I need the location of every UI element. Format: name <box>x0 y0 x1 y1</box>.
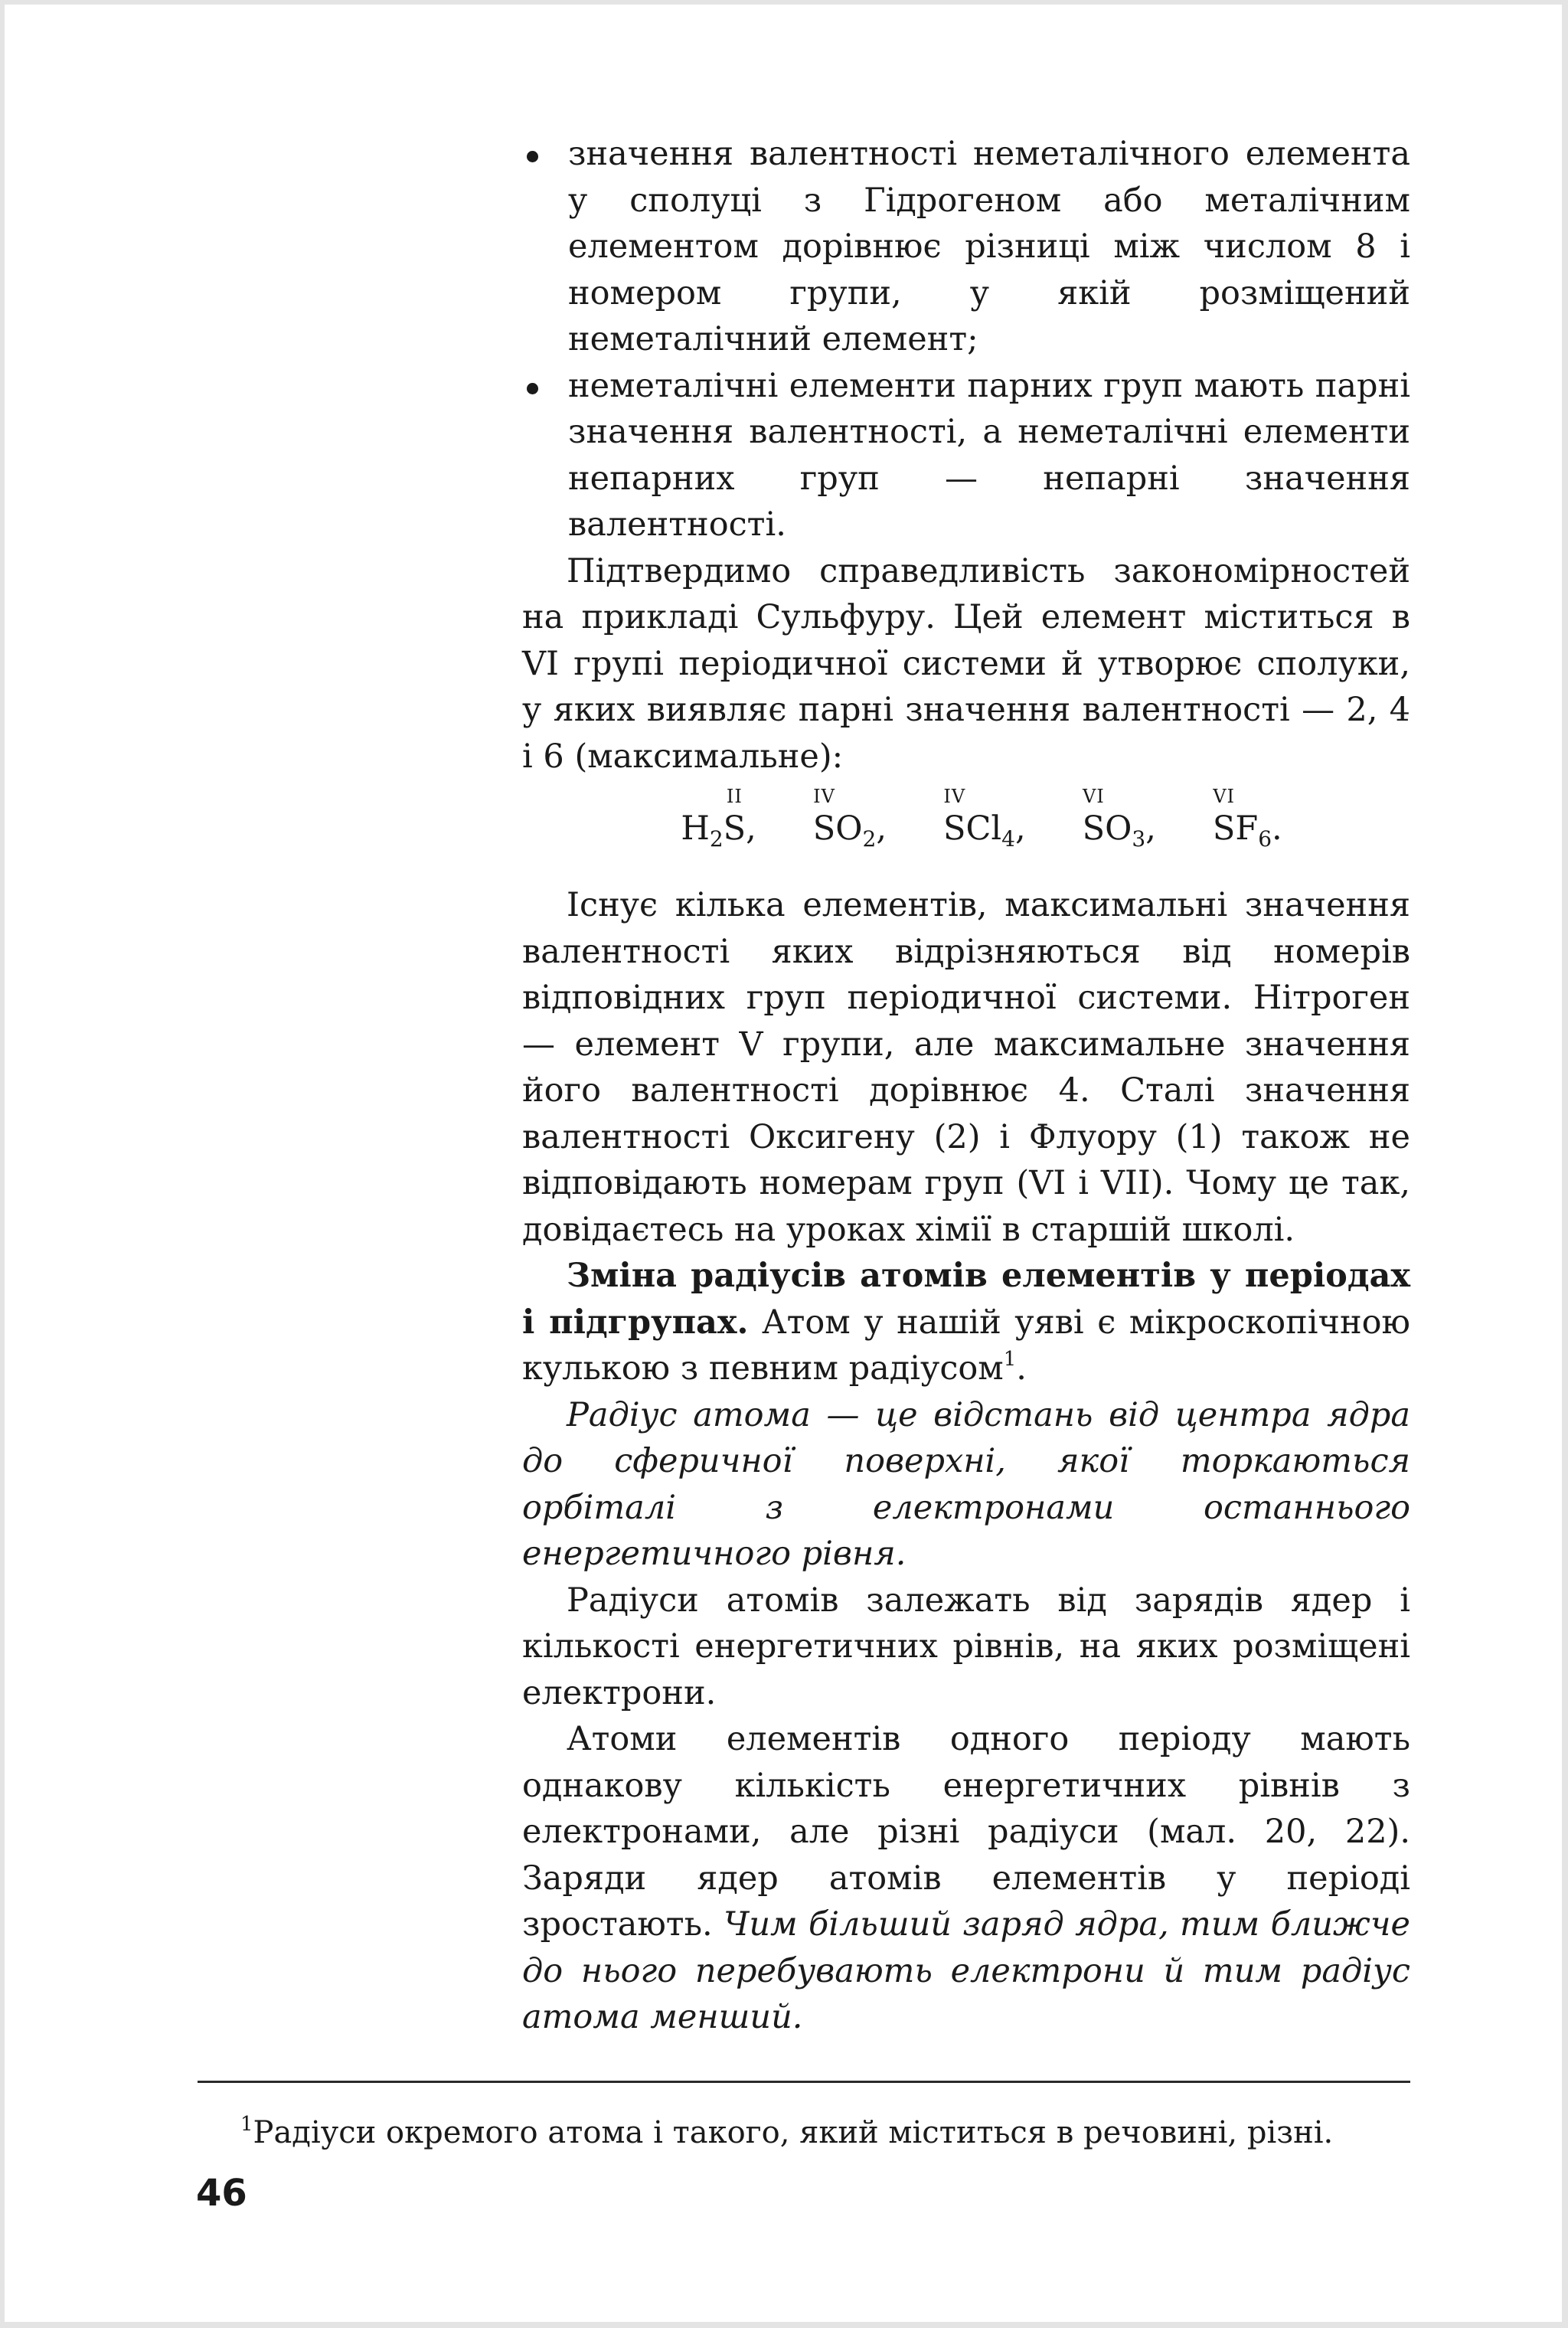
bullet-icon <box>527 151 538 162</box>
book-page <box>5 5 1562 2322</box>
valence-label: VI <box>1213 786 1236 807</box>
footnote <box>240 2103 1435 2154</box>
formula-so3: VI $SO_3$, <box>1082 786 1156 852</box>
formula-so2: IV $SO_2$, <box>812 786 887 852</box>
formula-h2s: $H_2$ II S, <box>681 786 756 852</box>
formula-sf6: VI $SF_6$. <box>1212 786 1282 852</box>
list-item-text: неметалічні елементи парних груп мають парні значення валентності, а неметалічні елементи непарних груп — непарні значення валентності. <box>568 366 1410 544</box>
valence-label: IV <box>813 786 835 807</box>
paragraph-sulfur: Підтвердимо справедливість закономірностей на прикладі Сульфуру. Цей елемент міститься в VI групі періодичної системи й утворює сполуки, у яких виявляє парні значення валентності — 2, 4 і 6 (максимальне): <box>522 551 1410 776</box>
section-heading: Зміна радіусів атомів елементів у періодах і підгрупах. <box>522 1257 1410 1342</box>
paragraph-exceptions: Існує кілька елементів, максимальні значення валентності яких відрізняються від номерів відповідних груп періодичної системи. Нітроген — елемент V групи, але максимальне значення його валентності дорівнює 4. Сталі значення валентності Оксигену (2) і Флуору (1) також не відповідають номерам груп (VI і VII). Чому це так, довідаєтесь на уроках хімії в старшій школі. <box>522 886 1410 1249</box>
valence-label: IV <box>943 786 966 807</box>
footnote-number: 1 <box>240 2113 253 2136</box>
valence-label: II <box>726 786 743 807</box>
page-number: 46 <box>196 2172 247 2215</box>
bullet-icon <box>527 383 538 394</box>
paragraph-period-radii: Атоми елементів одного періоду мають однакову кількість енергетичних рівнів з електронами, але різні радіуси (мал. 20, 22). Заряди ядер атомів елементів у періоді зростають. Чим більший заряд ядра, тим ближче до нього перебувають електрони й тим радіус атома менший. <box>522 1720 1410 2036</box>
formula-scl4: IV SCl$_4$, <box>943 786 1026 852</box>
list-item <box>522 131 1410 363</box>
paragraph-radii-depend: Радіуси атомів залежать від зарядів ядер і кількості енергетичних рівнів, на яких розміщені електрони. <box>522 1581 1410 1712</box>
valence-label: VI <box>1082 786 1105 807</box>
footnote-text: Радіуси окремого атома і такого, який міститься в речовині, різні. <box>253 2115 1334 2150</box>
sulfur-compounds-formulas <box>522 786 1410 862</box>
footnote-marker: 1 <box>1003 1348 1017 1371</box>
definition-atomic-radius: Радіус атома — це відстань від центра ядра до сферичної поверхні, якої торкаються орбіталі з електронами останнього енергетичного рівня. <box>522 1395 1410 1573</box>
rules-list <box>522 131 1410 548</box>
list-item-text: значення валентності неметалічного елемента у сполуці з Гідрогеном або металічним елементом дорівнює різниці між числом 8 і номером групи, у якій розміщений неметалічний елемент; <box>568 135 1410 358</box>
main-text-column <box>522 131 1410 2041</box>
footnote-divider <box>198 2081 1410 2083</box>
paragraph-radii-heading: Зміна радіусів атомів елементів у періодах і підгрупах. Атом у нашій уяві є мікроскопічною кулькою з певним радіусом$^1$. <box>522 1257 1410 1388</box>
emphasis-text: Чим більший заряд ядра, тим ближче до нього перебувають електрони й тим радіус атома менший. <box>522 1905 1410 2036</box>
list-item <box>522 363 1410 548</box>
